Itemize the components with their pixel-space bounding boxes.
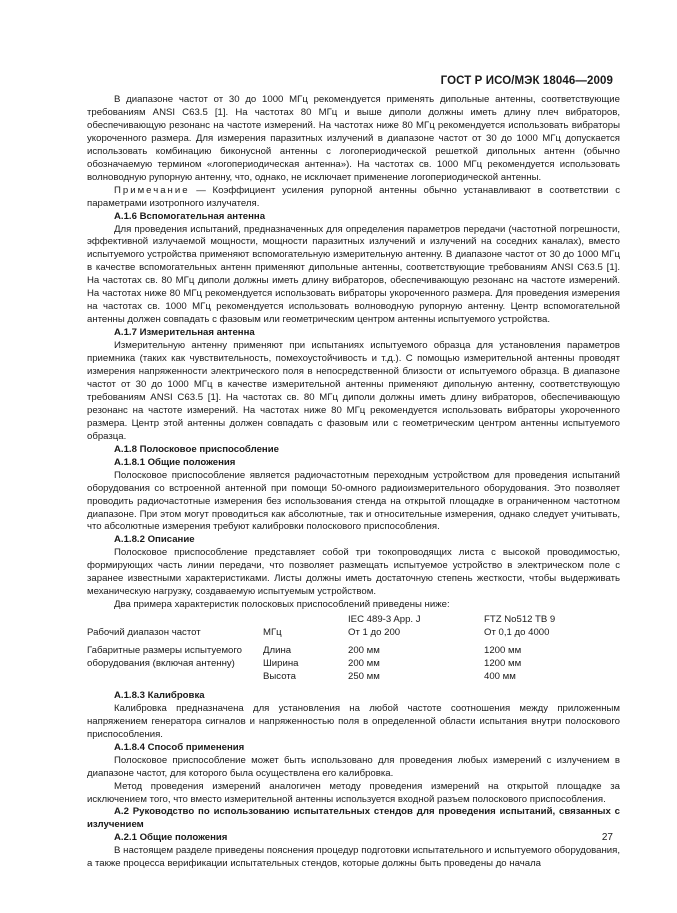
paragraph: Калибровка предназначена для установления на любой частоте соотношения между приложенным напряжением генератора сигналов и напряженностью поля в определенной области испытания внутри полоскового приспособления. bbox=[87, 702, 620, 740]
table-cell: Рабочий диапазон частот bbox=[87, 627, 201, 639]
table-header-cell: IEC 489-3 App. J bbox=[348, 614, 421, 626]
paragraph: Метод проведения измерений аналогичен методу проведения измерений на открытой площадке за исключением того, что вместо измерительной антенны используется входной разъем полоскового приспособления. bbox=[87, 780, 620, 805]
note-label: Примечание bbox=[114, 184, 190, 196]
paragraph: Полосковое приспособление представляет собой три токопроводящих листа с высокой проводимостью, формирующих часть линии передачи, что позволяет размещать испытуемое устройство в электрическом поле с заранее известными характеристиками. Листы должны иметь достаточную степень жесткости, чтобы выдерживать механическую нагрузку, создаваемую испытуемым устройством. bbox=[87, 547, 620, 598]
table-cell: Ширина bbox=[263, 657, 299, 669]
table-cell: 250 мм bbox=[348, 670, 380, 682]
subsection-heading: А.1.8.3 Калибровка bbox=[114, 689, 205, 701]
subsection-heading: А.1.8.4 Способ применения bbox=[114, 741, 245, 753]
note-text: — Коэффициент усиления рупорной антенны обычно устанавливают в соответствии с параметрами изотропного излучателя. bbox=[87, 184, 620, 209]
table-cell: Длина bbox=[263, 645, 292, 657]
table-cell: Габаритные размеры испытуемого оборудования (включая антенну) bbox=[87, 645, 243, 669]
table-cell: 200 мм bbox=[348, 657, 380, 669]
table-cell: Высота bbox=[263, 670, 296, 682]
table-cell: 1200 мм bbox=[484, 657, 522, 669]
paragraph: В настоящем разделе приведены пояснения процедур подготовки испытательного и испытуемого оборудования, а также процесса верификации испытательных стендов, которые должны быть проведены до начала bbox=[87, 845, 620, 870]
section-heading: А.1.7 Измерительная антенна bbox=[114, 327, 255, 339]
page-number: 27 bbox=[601, 832, 613, 843]
table-cell: 400 мм bbox=[484, 670, 516, 682]
table-row bbox=[87, 645, 620, 658]
table-cell: От 1 до 200 bbox=[348, 627, 401, 639]
table-cell: От 0,1 до 4000 bbox=[484, 627, 550, 639]
table-cell: 200 мм bbox=[348, 645, 380, 657]
spec-table bbox=[87, 614, 620, 684]
paragraph: Полосковое приспособление может быть использовано для проведения любых измерений с излучением в диапазоне частот, для которого была осуществлена его калибровка. bbox=[87, 754, 620, 779]
paragraph: Измерительную антенну применяют при испытаниях испытуемого образца для установления параметров приемника (таких как чувствительность, помехоустойчивость и т.д.). С помощью измерительной антенны проводят измерения напряженности электрического поля в непосредственной близости от испытуемого образца. В диапазоне частот от 30 до 1000 МГц в качестве измерительной антенны применяют дипольную антенну, соответствующую требованиям ANSI C63.5 [1]. На частотах св. 80 МГц диполи должны иметь длину вибраторов, обеспечивающую резонанс на частоте измерений. На частотах ниже 80 МГц рекомендуется использовать вибраторы укороченного размера. Центр этой антенны должен совпадать с фазовым или с геометрическим центром антенны испытуемого образца. bbox=[87, 340, 620, 442]
document-code: ГОСТ Р ИСО/МЭК 18046—2009 bbox=[440, 75, 613, 87]
table-cell: 1200 мм bbox=[484, 645, 522, 657]
table-row bbox=[87, 627, 620, 640]
subsection-heading: А.1.8.2 Описание bbox=[114, 534, 195, 546]
subsection-heading: А.2.1 Общие положения bbox=[114, 832, 228, 844]
page-body bbox=[87, 94, 620, 871]
table-header-cell: FTZ No512 TB 9 bbox=[484, 614, 556, 626]
section-heading: А.1.6 Вспомогательная антенна bbox=[114, 210, 266, 222]
paragraph: Полосковое приспособление является радиочастотным переходным устройством для проведения испытаний оборудования со встроенной антенной при помощи 50-омного радиоизмерительного оборудования. Это позволяет проводить радиочастотные измерения без использования стенда на открытой площадке в ограниченном частотном диапазоне. При этом могут проводиться как абсолютные, так и относительные измерения, однако следует учитывать, что абсолютные измерения требуют калибровки полоскового приспособления. bbox=[87, 469, 620, 533]
paragraph: Для проведения испытаний, предназначенных для определения параметров передачи (частотной погрешности, эффективной излучаемой мощности, мощности паразитных излучений и излучений на соседних каналах), вместо испытуемого устройства применяют вспомогательную измерительную антенну. В диапазоне частот от 30 до 1000 МГц в качестве вспомогательных антенн применяют дипольные антенны, соответствующие требованиям ANSI C63.5 [1]. На частотах св. 80 МГц диполи должны иметь длину вибраторов, обеспечивающую резонанс на частоте измерений. На частотах ниже 80 МГц рекомендуется использовать вибраторы укороченного размера. Для проведения измерения на частотах св. 1000 МГц рекомендуется использовать волноводную рупорную антенну. Центр вспомогательной антенны должен совпадать с фазовым или геометрическим центром антенны испытуемого устройства. bbox=[87, 223, 620, 326]
paragraph: Два примера характеристик полосковых приспособлений приведены ниже: bbox=[114, 599, 450, 611]
section-heading: А.1.8 Полосковое приспособление bbox=[114, 443, 279, 455]
section-heading: А.2 Руководство по использованию испытательных стендов для проведения испытаний, связанных с излучением bbox=[87, 806, 620, 831]
table-cell: МГц bbox=[263, 627, 282, 639]
paragraph: В диапазоне частот от 30 до 1000 МГц рекомендуется применять дипольные антенны, соответствующие требованиям ANSI C63.5 [1]. На частотах 80 МГц и выше диполи должны иметь длину плеч вибраторов, обеспечивающую резонанс на частоте измерений. На частотах ниже 80 МГц рекомендуется использовать вибраторы укороченного размера. Для измерения паразитных излучений в диапазоне частот от 30 до 1000 МГц допускается использовать комбинацию биконусной антенны с логопериодической решеткой дипольных антенн (обычно обозначаемую термином «логопериодическая антенна»). На частотах св. 1000 МГц рекомендуется использовать волноводную рупорную антенну, что, однако, не исключает применение логопериодической антенны. bbox=[87, 94, 620, 183]
subsection-heading: А.1.8.1 Общие положения bbox=[114, 456, 236, 468]
note bbox=[87, 185, 620, 211]
table-header-row bbox=[87, 614, 620, 627]
